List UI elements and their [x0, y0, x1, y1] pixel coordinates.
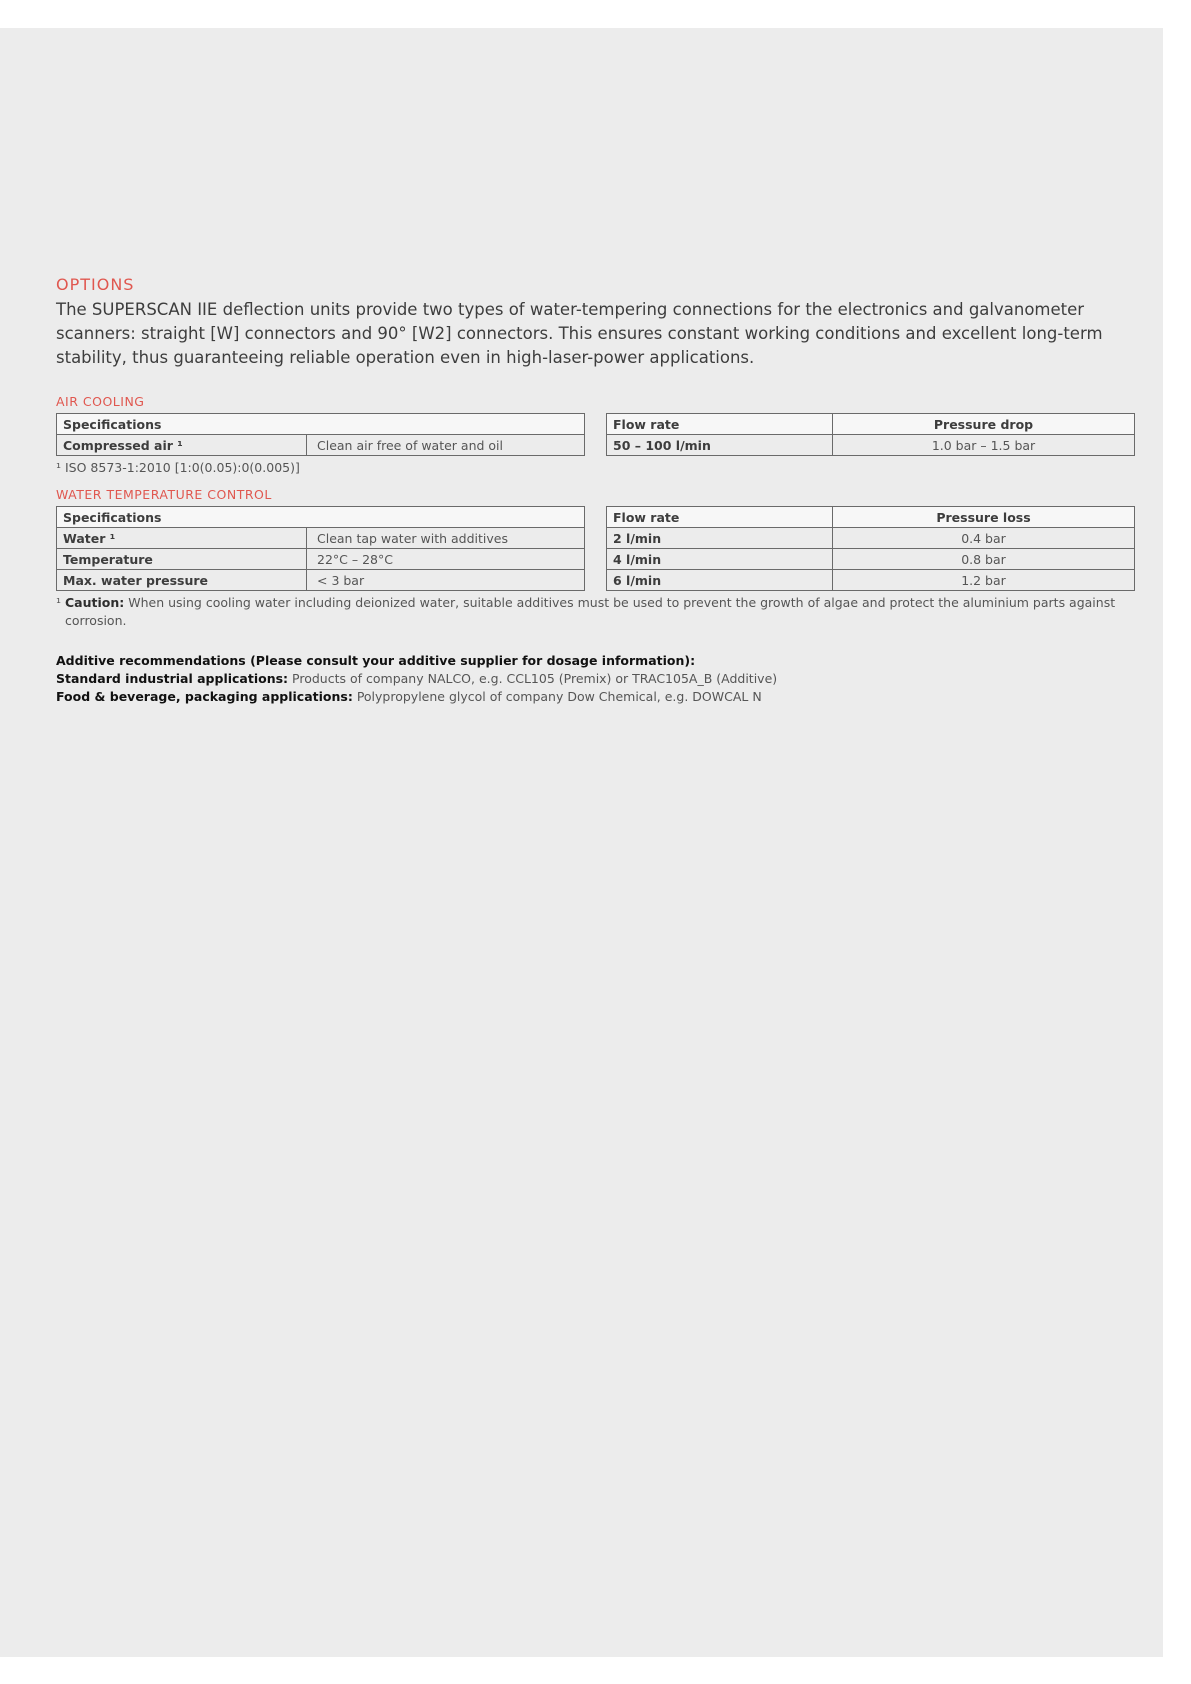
caution-label: Caution: — [64, 595, 125, 610]
spec-value: Clean tap water with additives — [307, 528, 585, 549]
additive-recommendations — [56, 652, 1135, 706]
additive-text: Products of company NALCO, e.g. CCL105 (Premix) or TRAC105A_B (Additive) — [288, 671, 778, 686]
water-control-flow-table — [606, 506, 1135, 591]
air-cooling-tables — [56, 413, 1135, 456]
table-row — [607, 435, 1135, 456]
flow-value: 50 – 100 l/min — [607, 435, 833, 456]
flow-value: 4 l/min — [607, 549, 833, 570]
spec-label: Water ¹ — [57, 528, 307, 549]
spec-label: Temperature — [57, 549, 307, 570]
spec-value: 22°C – 28°C — [307, 549, 585, 570]
pressure-value: 1.0 bar – 1.5 bar — [833, 435, 1135, 456]
air-cooling-heading: AIR COOLING — [56, 394, 145, 409]
table-row — [607, 549, 1135, 570]
additive-text: Polypropylene glycol of company Dow Chemical, e.g. DOWCAL N — [352, 689, 762, 704]
caution-text: When using cooling water including deionized water, suitable additives must be used to prevent the growth of algae and protect the aluminium parts against corrosion. — [65, 595, 1116, 628]
page-background — [0, 28, 1163, 1657]
spec-label: Max. water pressure — [57, 570, 307, 591]
table-row — [57, 528, 585, 549]
page-content — [56, 275, 1135, 706]
list-item — [56, 670, 1135, 688]
table-row — [57, 570, 585, 591]
options-heading: OPTIONS — [56, 275, 135, 294]
pressure-header: Pressure loss — [833, 507, 1135, 528]
pressure-value: 0.8 bar — [833, 549, 1135, 570]
table-row — [57, 435, 585, 456]
pressure-value: 0.4 bar — [833, 528, 1135, 549]
flow-value: 2 l/min — [607, 528, 833, 549]
footnote-marker: ¹ — [56, 595, 65, 610]
table-header-row — [57, 507, 585, 528]
table-row — [57, 549, 585, 570]
air-cooling-flow-table — [606, 413, 1135, 456]
flow-header: Flow rate — [607, 507, 833, 528]
water-control-heading: WATER TEMPERATURE CONTROL — [56, 487, 272, 502]
flow-header: Flow rate — [607, 414, 833, 435]
spec-value: Clean air free of water and oil — [307, 435, 585, 456]
air-cooling-spec-table — [56, 413, 585, 456]
table-header-row — [607, 507, 1135, 528]
spec-label: Compressed air ¹ — [57, 435, 307, 456]
pressure-header: Pressure drop — [833, 414, 1135, 435]
additives-title: Additive recommendations (Please consult your additive supplier for dosage information): — [56, 653, 696, 668]
water-control-tables — [56, 506, 1135, 591]
options-intro: The SUPERSCAN IIE deflection units provide two types of water-tempering connections for the electronics and galvanometer scanners: straight [W] connectors and 90° [W2] connectors. This ensures constant working conditions and excellent long-term stability, thus guaranteeing reliable operation even in high-laser-power applications. — [56, 300, 1103, 367]
list-item — [56, 688, 1135, 706]
spec-value: < 3 bar — [307, 570, 585, 591]
flow-value: 6 l/min — [607, 570, 833, 591]
table-header-row — [57, 414, 585, 435]
spec-header: Specifications — [57, 414, 585, 435]
air-cooling-footnote: ¹ ISO 8573-1:2010 [1:0(0.05):0(0.005)] — [56, 460, 300, 475]
pressure-value: 1.2 bar — [833, 570, 1135, 591]
table-row — [607, 570, 1135, 591]
additive-label: Standard industrial applications: — [56, 671, 289, 686]
table-row — [607, 528, 1135, 549]
table-header-row — [607, 414, 1135, 435]
spec-header: Specifications — [57, 507, 585, 528]
water-control-spec-table — [56, 506, 585, 591]
caution-footnote — [56, 594, 1135, 630]
additive-label: Food & beverage, packaging applications: — [56, 689, 353, 704]
